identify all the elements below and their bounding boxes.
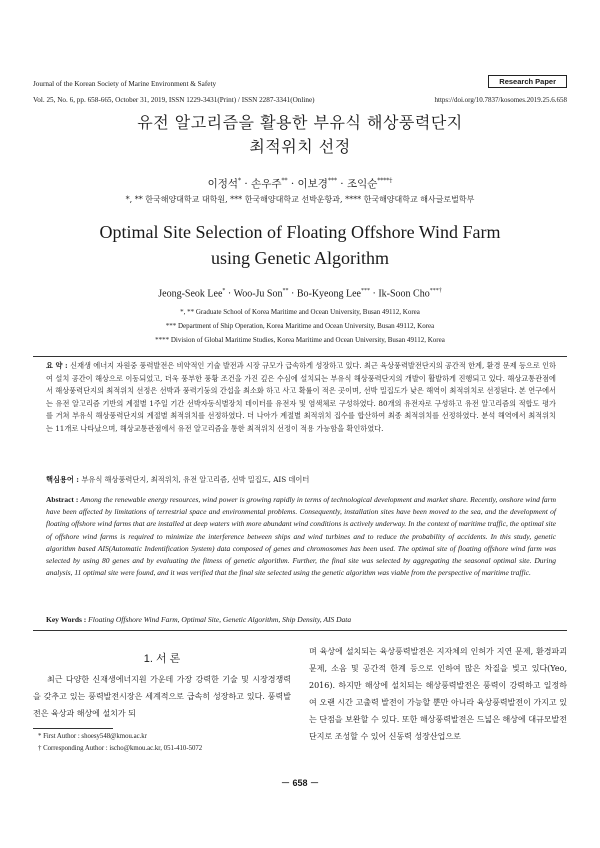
abstract-english [46,494,556,579]
keywords-korean-text: 부유식 해상풍력단지, 최적위치, 유전 알고리즘, 선박 밀집도, AIS 데이터 [81,475,310,484]
author-sep: · [336,178,347,190]
author-en-4: Ik-Soon Cho [378,288,430,300]
summary-korean-text: 신재생 에너지 자원중 풍력발전은 비약적인 기술 발전과 시장 규모가 급속하게 성장하고 있다. 최근 육상풍력발전단지의 공간적 한계, 환경 문제 등으로 인하여 설치 공간이 해상으로 이동되었고, 더욱 풍부한 풍황 조건을 가진 깊은 수심에 설치되는 부유식 해상풍력단지의 개발이 활발하게 진행되고 있다. 해상교통관점에서 해상풍력단지의 최적위치 선정은 선박과 풍력기둥의 간섭을 최소화 하고 사고 확률이 적은 곳이며, 선박 밀집도가 낮은 해역이 최적위치로 선정된다. 본 연구에서는 유전 알고리즘 기반의 계절별 1주일 기간 선박자동식별장치 데이터를 유전자 및 염색체로 구성하였다. 80개의 유전자로 구성하고 유전 알고리즘의 적합도 평가를 거쳐 부유식 해상풍력단지의 계절별 최적위치를 선정하였다. 더 나아가 계절별 최적위치 집수를 합산하여 최종 최적위치를 선정하였다. 분석 해역에서 최적위치는 11개로 나타났으며, 해상교통관점에서 유전 알고리즘을 통한 최적위치 선정이 적용 가능함을 확인하였다. [46,361,556,433]
author-en-1-mark: * [222,288,226,294]
author-sep: · [225,288,234,300]
intro-right-column: 며 육상에 설치되는 육상풍력발전은 지자체의 인허가 지연 문제, 환경파괴 문제, 소음 및 공간적 한계 등으로 인하여 많은 차질을 빚고 있다(Yeo, 2016). 하지만 해상에 설치되는 해상풍력발전은 풍력이 강력하고 일정하여 오랜 시간 고출력 발전이 가능할 뿐만 아니라 육상풍력발전이 가지고 있는 단점을 보완할 수 있다. 또한 해상풍력발전은 드넓은 해상에 대규모발전단지로 조성할 수 있어 신동력 성장산업으로 [309,647,567,741]
abstract-text: Among the renewable energy resources, wind power is growing rapidly in terms of technological development and market share. Recently, onshore wind farm have been affected by limitations of terrestrial space and environmental problems. Consequently, installation sites have been moved to the sea, and the development of floating offshore wind farms that are installed at deep waters with more abundant wind conditions is actively underway. In the context of maritime traffic, the optimal site of offshore wind farms is required to minimize the interference between ships and wind turbines and to reduce the probability of accidents. In this study, genetic algorithm based AIS(Automatic Indentification System) data composed of genes and chromosomes has been used. The optimal site of floating offshore wind farm was selected by using 80 genes and by evaluating the fitness of genetic algorithm. Further, the final site was selected by aggregating the seasonal optimal site. During analysis, 11 optimal site were found, and it was verified that the final site selected using the genetic algorithm was viable from the perspective of maritime traffic. [46,495,556,578]
author-ko-4-mark: ****† [377,177,393,185]
author-en-2: Woo-Ju Son [233,288,283,300]
affiliation-english-2: *** Department of Ship Operation, Korea Maritime and Ocean University, Busan 49112, Korea [165,322,435,330]
author-ko-2: 손우주 [251,178,282,190]
keywords-korean-label: 핵심용어 : [46,475,82,484]
author-ko-4: 조익순 [346,178,378,190]
doi-link[interactable]: https://doi.org/10.7837/kosomes.2019.25.6.658 [434,96,567,104]
author-sep: · [241,178,252,190]
author-ko-3-mark: *** [327,177,337,185]
keywords-english-text: Floating Offshore Wind Farm, Optimal Site, Genetic Algorithm, Ship Density, AIS Data [88,615,352,624]
page-number: － 658 － [280,778,320,788]
author-en-3: Bo-Kyeong Lee [296,288,361,300]
keywords-korean [46,474,556,486]
title-english-line1: Optimal Site Selection of Floating Offshore Wind Farm [99,222,501,242]
title-korean-line2: 최적위치 선정 [249,137,351,156]
authors-english [0,288,600,299]
title-korean-line1: 유전 알고리즘을 활용한 부유식 해상풍력단지 [137,113,463,132]
affiliation-english-3: **** Division of Global Maritime Studies, Korea Maritime and Ocean University, Busan 49112, Korea [155,336,445,344]
author-ko-1-mark: * [238,177,242,185]
author-ko-2-mark: ** [281,177,288,185]
author-sep: · [287,178,298,190]
author-ko-1: 이정석 [207,178,239,190]
section-divider [33,356,567,357]
affiliation-english-1: *, ** Graduate School of Korea Maritime and Ocean University, Busan 49112, Korea [180,308,420,316]
author-ko-3: 이보경 [297,178,328,190]
summary-korean [46,360,556,435]
author-en-4-mark: ***† [429,288,442,294]
journal-volume-info: Vol. 25, No. 6, pp. 658-665, October 31, 2019, ISSN 1229-3431(Print) / ISSN 2287-3341(Online) [33,96,315,104]
summary-korean-label: 요 약 : [46,361,71,370]
footnote-corresponding-author: † Corresponding Author : ischo@kmou.ac.kr, 051-410-5072 [38,745,203,752]
abstract-label: Abstract : [46,495,81,504]
authors-korean [0,176,600,191]
author-en-3-mark: *** [360,288,370,294]
affiliations-korean: *, ** 한국해양대학교 대학원, *** 한국해양대학교 선박운항과, **** 한국해양대학교 해사글로벌학부 [125,195,475,204]
journal-name: Journal of the Korean Society of Marine Environment & Safety [33,80,217,88]
section-heading-introduction: 1. 서 론 [143,653,181,665]
keywords-english [46,614,556,626]
article-type-badge: Research Paper [488,75,567,88]
section-divider [33,630,567,631]
author-sep: · [369,288,379,300]
keywords-english-label: Key Words : [46,615,89,624]
footnote-divider [33,728,113,729]
author-en-2-mark: ** [282,288,289,294]
intro-left-column: 최근 다양한 신재생에너지원 가운데 가장 강력한 기술 및 시장경쟁력을 갖추고 있는 풍력발전시장은 세계적으로 급속히 성장하고 있다. 풍력발전은 육상과 해상에 설치가 되 [33,675,291,718]
footnote-first-author: * First Author : shoesy548@kmou.ac.kr [38,733,147,740]
author-en-1: Jeong-Seok Lee [158,288,223,300]
author-sep: · [288,288,297,300]
title-english-line2: using Genetic Algorithm [211,248,389,268]
